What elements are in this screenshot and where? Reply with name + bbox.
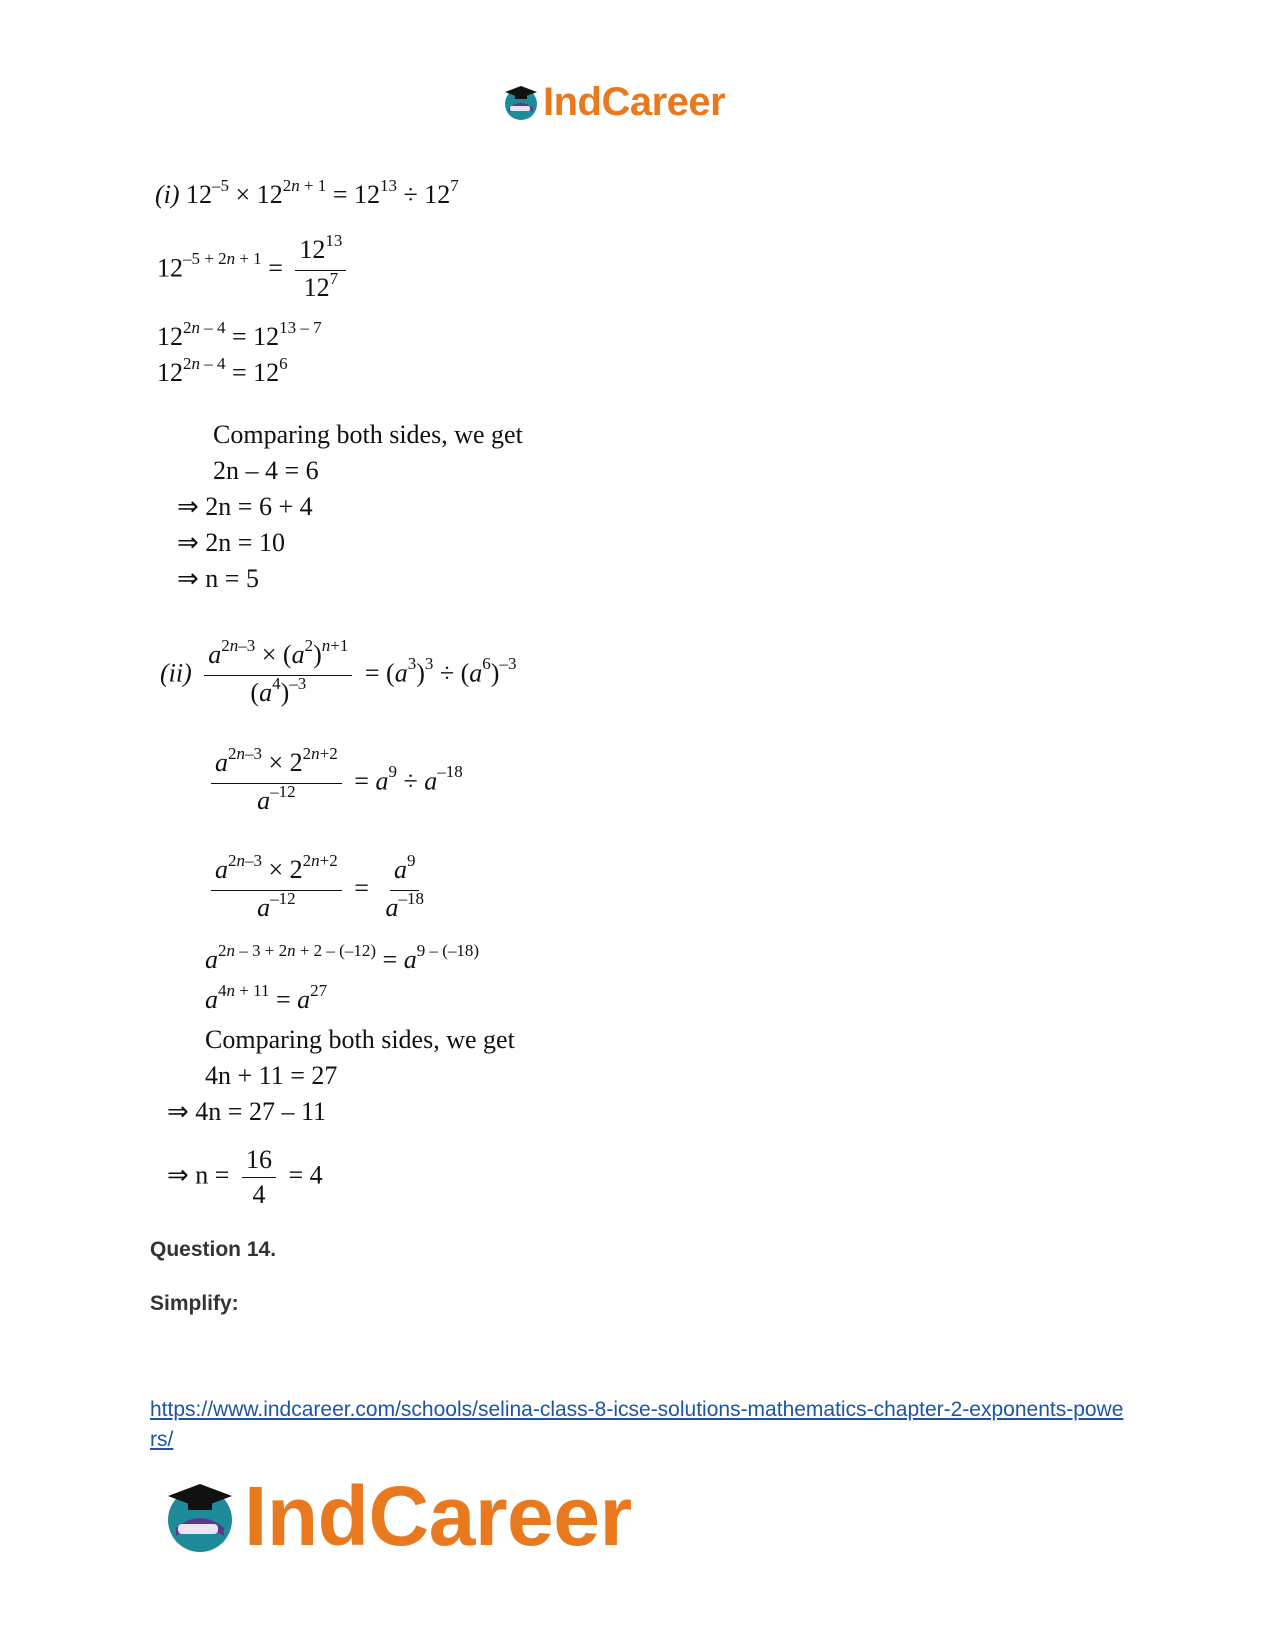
part-ii-equation-line1: (ii) $\frac{a^{2n-3} \times (a^2)^{n+1}}{(a^4)^{-3}}$ = $(a^3)^3 \div (a^6)^{-3}$ [160, 640, 516, 711]
part-i-equation-line1: (i) $12^{-5} \times 12^{2n + 1} = 12^{13} \div 12^7$ [155, 176, 459, 209]
part-i-equation-line2: $12^{-5 + 2n + 1}$ = $\frac{12^{13}}{12^7}$ [157, 235, 352, 306]
part-i-label: (i) [155, 180, 180, 209]
fraction: $\frac{12^{13}}{12^7}$ [295, 235, 346, 306]
part-ii-equation-line4: $a^{2n - 3 + 2n + 2 - (-12)} = a^{9 - (-18)}$ [205, 941, 480, 974]
logo-text: IndCareer [244, 1469, 632, 1563]
part-ii-label: (ii) [160, 658, 192, 688]
final-numerator: 16 [242, 1145, 276, 1178]
final-prefix: ⇒ n = [167, 1160, 230, 1190]
fraction [242, 1145, 276, 1210]
part-ii-final-step [167, 1145, 323, 1210]
part-i-step-2n-10: ⇒ 2n = 10 [177, 528, 285, 557]
question-title: Question 14. [150, 1238, 277, 1261]
graduation-cap-globe-icon [501, 82, 541, 122]
fraction: $\frac{a^9}{a^{-18}}$ [385, 851, 424, 922]
part-i-equation-line4: $12^{2n - 4} = 12^6$ [157, 354, 288, 387]
part-ii-equation-line5: $a^{4n + 11} = a^{27}$ [205, 981, 328, 1014]
final-suffix: = 4 [288, 1160, 323, 1190]
part-ii-step-4n-diff: ⇒ 4n = 27 – 11 [167, 1097, 326, 1126]
final-denominator: 4 [252, 1180, 266, 1209]
question-prompt: Simplify: [150, 1292, 239, 1315]
part-i-step-2n-minus-4: 2n – 4 = 6 [213, 456, 319, 485]
fraction: $\frac{a^{2n-3} \times (a^2)^{n+1}}{(a^4)^{-3}}$ [204, 640, 352, 711]
part-i-compare-text: Comparing both sides, we get [213, 420, 523, 449]
part-ii-equation-line2: $\frac{a^{2n-3} \times 2^{2n+2}}{a^{-12}}$ = $a^9 \div a^{-18}$ [205, 748, 463, 819]
part-i-step-n-5: ⇒ n = 5 [177, 564, 259, 593]
part-ii-compare-text: Comparing both sides, we get [205, 1025, 515, 1054]
fraction: $\frac{a^{2n-3} \times 2^{2n+2}}{a^{-12}}$ [211, 855, 342, 926]
source-link[interactable]: https://www.indcareer.com/schools/selina-class-8-icse-solutions-mathematics-chapter-2-exponents-powers/ [150, 1398, 1124, 1451]
graduation-cap-globe-icon [160, 1476, 240, 1556]
footer-logo [160, 1466, 632, 1566]
part-ii-equation-line3: $\frac{a^{2n-3} \times 2^{2n+2}}{a^{-12}}$ = $\frac{a^9}{a^{-18}}$ [205, 855, 434, 926]
part-i-step-2n-sum: ⇒ 2n = 6 + 4 [177, 492, 313, 521]
fraction: $\frac{a^{2n-3} \times 2^{2n+2}}{a^{-12}}$ [211, 748, 342, 819]
part-i-equation-line3: $12^{2n - 4} = 12^{13 - 7}$ [157, 318, 322, 351]
part-ii-step-4n-11: 4n + 11 = 27 [205, 1061, 338, 1090]
logo-text: IndCareer [543, 80, 726, 124]
header-logo [501, 78, 725, 126]
